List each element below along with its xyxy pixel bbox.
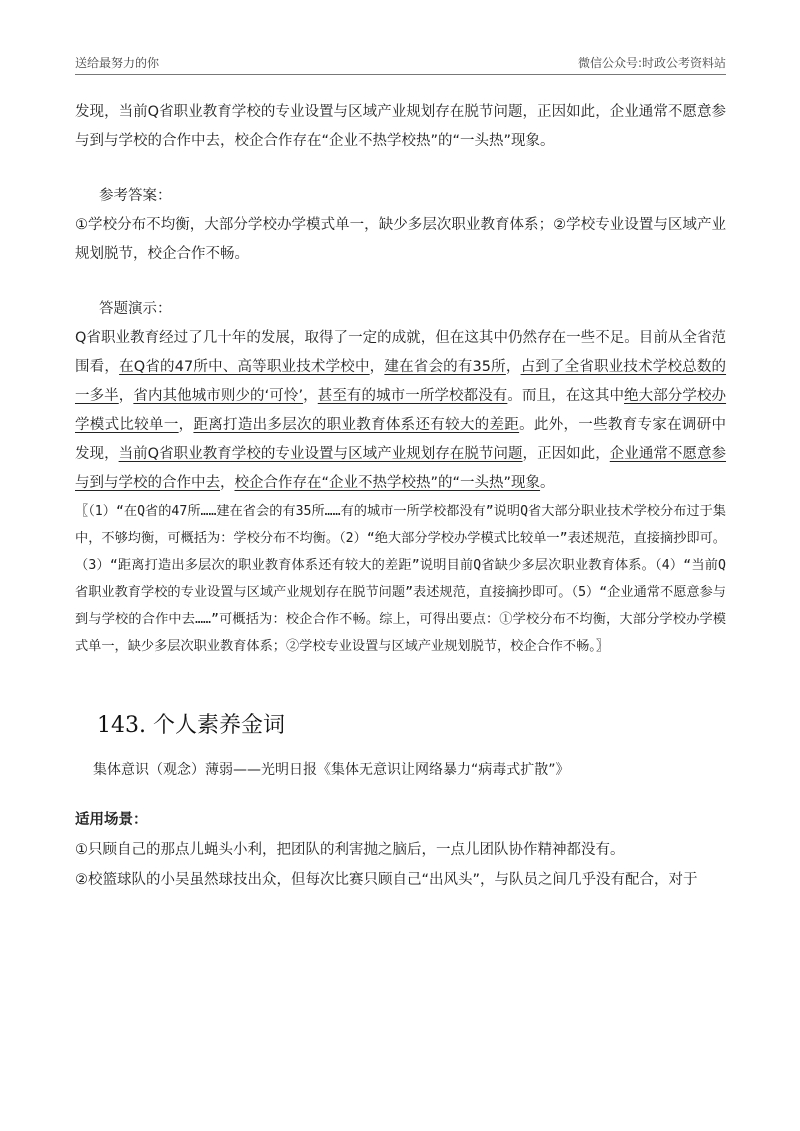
header-slogan: 送给最努力的你 — [75, 56, 160, 70]
page-content — [75, 98, 726, 895]
spacer — [75, 660, 726, 710]
demo-segment: ， — [303, 388, 318, 404]
scenes-label: 适用场景： — [75, 812, 148, 828]
header-wechat-account: 微信公众号:时政公考资料站 — [577, 56, 726, 70]
demo-highlight: 绝大部分学校办学模式比较单一 — [75, 388, 727, 433]
intro-paragraph: 发现，当前Q省职业教育学校的专业设置与区域产业规划存在脱节问题，正因如此，企业通常不愿意参与到与学校的合作中去，校企合作存在“企业不热学校热”的“一头热”现象。 — [75, 104, 726, 149]
demo-segment: Q省职业教育经过了几十年的发展，取得了一定的成就，但在这其中仍然存在一些不足。目前从全省范围看， — [75, 330, 726, 375]
demo-highlight: 在Q省的47所中、高等职业技术学校中 — [119, 359, 370, 375]
demo-highlight: 企业通常不愿意参与到与学校的合作中去 — [75, 446, 727, 491]
demo-segment: ，正因如此， — [522, 446, 610, 462]
demo-segment: ， — [369, 359, 385, 375]
demo-segment: ， — [220, 475, 235, 491]
quote-source: 集体意识（观念）薄弱——光明日报《集体无意识让网络暴力“病毒式扩散”》 — [93, 762, 570, 778]
demo-segment: ， — [178, 417, 194, 433]
demo-segment: 。此外，一些教育专家在调研中发现， — [75, 417, 727, 462]
header-divider — [75, 74, 726, 75]
spacer — [75, 784, 726, 806]
analysis-paragraph: 〖（1）“在Q省的47所……建在省会的有35所……有的城市一所学校都没有”说明Q省大部分职业技术学校分布过于集中，不够均衡，可概括为：学校分布不均衡。（2）“绝大部分学校办学模式比较单一”表述规范，直接摘抄即可。（3）“距离打造出多层次的职业教育体系还有较大的差距”说明目前Q省缺少多层次职业教育体系。（4）“当前Q省职业教育学校的专业设置与区域产业规划存在脱节问题”表述规范，直接摘抄即可。（5）“企业通常不愿意参与到与学校的合作中去……”可概括为：校企合作不畅。综上，可得出要点：①学校分布不均衡，大部分学校办学模式单一，缺少多层次职业教育体系；②学校专业设置与区域产业规划脱节，校企合作不畅。〗 — [75, 504, 726, 654]
demo-segment: ， — [118, 388, 134, 404]
demo-highlight: 距离打造出多层次的职业教育体系还有较大的差距 — [193, 417, 520, 433]
page-header — [75, 56, 726, 76]
demo-highlight: 甚至有的城市一所学校都没有 — [317, 388, 508, 404]
demo-segment: 。而且，在这其中 — [507, 388, 625, 404]
section-title: 143. 个人素养金词 — [97, 713, 285, 738]
demo-highlight: 占到了全省职业技术学校总数的一多半 — [75, 359, 727, 404]
demo-highlight: 校企合作存在“企业不热学校热”的“一头热”现象 — [234, 475, 541, 491]
demo-highlight: 当前Q省职业教育学校的专业设置与区域产业规划存在脱节问题 — [118, 446, 523, 462]
demo-highlight: 省内其他城市则少的‘可怜’ — [133, 388, 304, 404]
answer-demo-label: 答题演示： — [99, 301, 172, 317]
spacer — [75, 156, 726, 182]
demo-highlight: 建在省会的有35所 — [384, 359, 506, 375]
scene-item: ②校篮球队的小吴虽然球技出众，但每次比赛只顾自己“出风头”，与队员之间几乎没有配合，对于 — [75, 872, 698, 888]
spacer — [75, 742, 726, 756]
reference-answer-text: ①学校分布不均衡，大部分学校办学模式单一，缺少多层次职业教育体系；②学校专业设置与区域产业规划脱节，校企合作不畅。 — [75, 217, 726, 262]
demo-segment: ， — [505, 359, 521, 375]
scene-item: ①只顾自己的那点儿蝇头小利，把团队的利害抛之脑后，一点儿团队协作精神都没有。 — [75, 842, 625, 858]
answer-demo-paragraph — [75, 324, 726, 498]
spacer — [75, 269, 726, 295]
demo-segment: 。 — [540, 475, 555, 491]
reference-answer-label: 参考答案： — [99, 188, 172, 204]
